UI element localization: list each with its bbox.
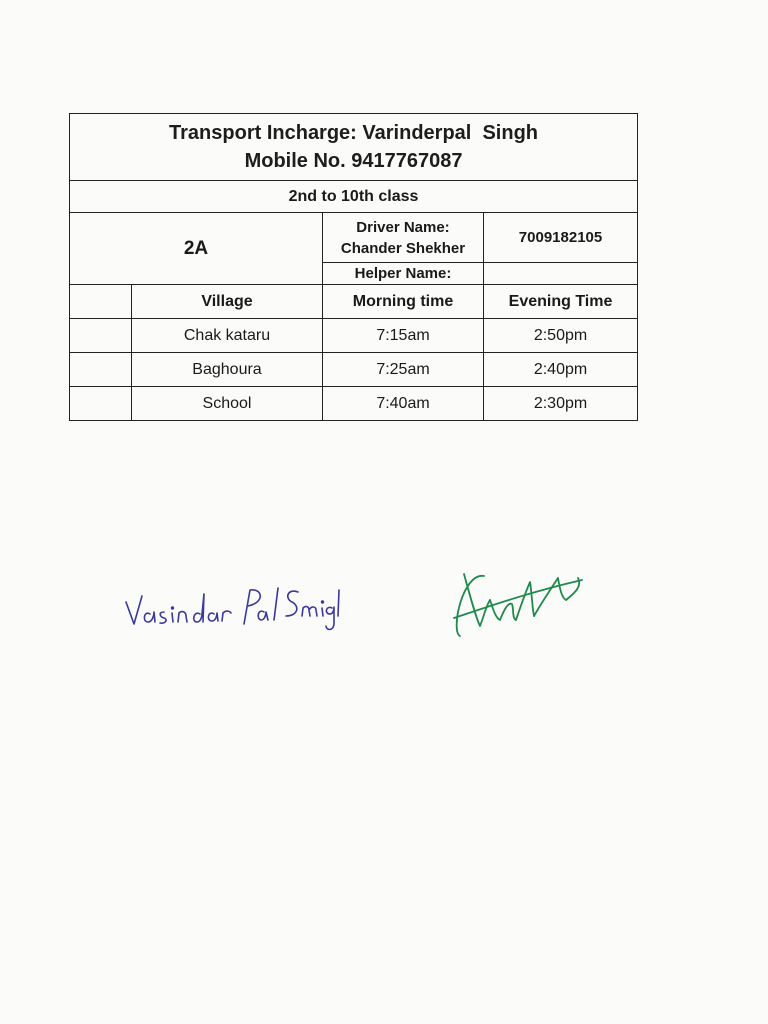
evening-time-header: Evening Time <box>484 285 638 319</box>
driver-phone: 7009182105 <box>484 213 638 263</box>
driver-name: Chander Shekher <box>340 239 466 257</box>
helper-label: Helper Name: <box>323 263 484 285</box>
title-cell <box>70 114 638 181</box>
class-range-row <box>70 181 638 213</box>
village-header: Village <box>132 285 323 319</box>
row-index <box>70 353 132 387</box>
driver-row <box>70 213 638 263</box>
village-name: School <box>132 387 323 421</box>
morning-time-header: Morning time <box>323 285 484 319</box>
title-row <box>70 114 638 181</box>
index-header <box>70 285 132 319</box>
morning-time: 7:40am <box>323 387 484 421</box>
transport-schedule-table <box>69 113 638 421</box>
helper-name <box>484 263 638 285</box>
table-row <box>70 387 638 421</box>
morning-time: 7:15am <box>323 319 484 353</box>
column-header-row <box>70 285 638 319</box>
class-range: 2nd to 10th class <box>70 181 638 213</box>
evening-time: 2:30pm <box>484 387 638 421</box>
table-row <box>70 319 638 353</box>
evening-time: 2:50pm <box>484 319 638 353</box>
morning-time: 7:25am <box>323 353 484 387</box>
evening-time: 2:40pm <box>484 353 638 387</box>
transport-incharge-title: Transport Incharge: Varinderpal Singh <box>169 122 538 144</box>
table-row <box>70 353 638 387</box>
village-name: Baghoura <box>132 353 323 387</box>
row-index <box>70 319 132 353</box>
right-signature <box>450 560 590 645</box>
bus-number: 2A <box>70 213 323 285</box>
driver-label: Driver Name: <box>356 218 450 236</box>
driver-cell <box>323 213 484 263</box>
mobile-number: Mobile No. 9417767087 <box>244 150 463 172</box>
village-name: Chak kataru <box>132 319 323 353</box>
left-signature <box>120 580 340 640</box>
row-index <box>70 387 132 421</box>
